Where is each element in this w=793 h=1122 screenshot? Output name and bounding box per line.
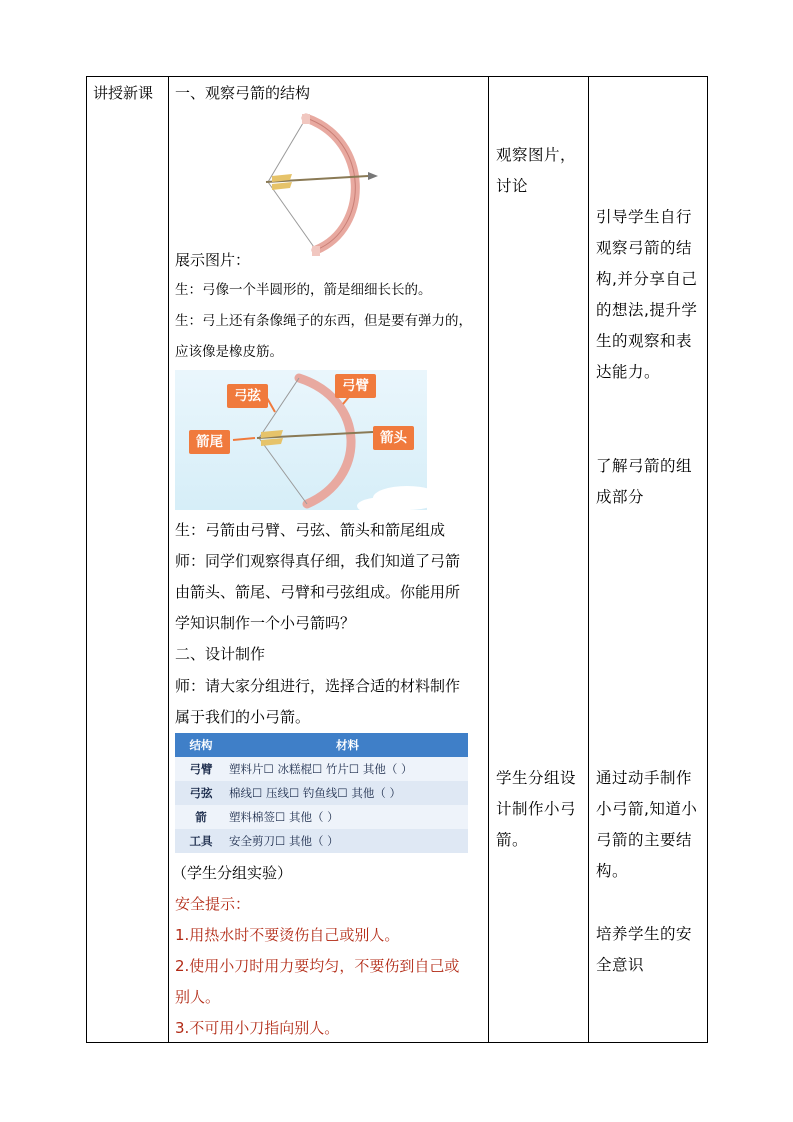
row-materials: 塑料片☐ 冰糕棍☐ 竹片☐ 其他（ ） (227, 757, 468, 781)
teacher-remark-1-line2: 由箭头、箭尾、弓臂和弓弦组成。你能用所 (175, 583, 461, 601)
row-structure: 箭 (175, 805, 227, 829)
student-activity-design: 学生分组设计制作小弓箭。 (496, 769, 577, 849)
teacher-remark-1-line3: 学知识制作一个小弓箭吗？ (175, 614, 356, 632)
labeled-bow-image (175, 370, 427, 510)
teacher-remark-2-line2: 属于我们的小弓箭。 (175, 708, 311, 726)
intent-make: 通过动手制作小弓箭,知道小弓箭的主要结构。 (596, 769, 698, 880)
materials-header-materials: 材料 (227, 733, 468, 757)
section-label: 讲授新课 (93, 84, 154, 102)
table-right-border (707, 76, 708, 1043)
table-top-border (86, 76, 708, 77)
table-row (175, 781, 468, 805)
label-bowstring: 弓弦 (227, 384, 268, 408)
col-divider-3 (588, 76, 589, 1043)
safety-tip-1: 1.用热水时不要烫伤自己或别人。 (175, 926, 400, 944)
label-arrow-head: 箭头 (373, 426, 414, 450)
table-left-border (86, 76, 87, 1043)
col-divider-2 (488, 76, 489, 1043)
student-remark-1: 生：弓像一个半圆形的，箭是细细长长的。 (175, 282, 432, 298)
student-remark-3: 生：弓箭由弓臂、弓弦、箭头和箭尾组成 (175, 521, 446, 539)
intent-observe: 引导学生自行观察弓箭的结构,并分享自己的想法,提升学生的观察和表达能力。 (596, 208, 698, 381)
materials-table-image (175, 733, 468, 857)
intent-components: 了解弓箭的组成部分 (596, 457, 693, 506)
table-row (175, 829, 468, 853)
label-arrow-tail: 箭尾 (189, 430, 230, 454)
safety-tip-2-line2: 别人。 (175, 988, 221, 1006)
heading-design-make: 二、设计制作 (175, 645, 266, 663)
safety-tip-3: 3.不可用小刀指向别人。 (175, 1019, 340, 1037)
student-activity-observe: 观察图片，讨论 (496, 146, 577, 195)
bow-arrow-image (258, 110, 378, 260)
row-materials: 安全剪刀☐ 其他（ ） (227, 829, 468, 853)
student-remark-2-line2: 应该像是橡皮筋。 (175, 344, 283, 360)
row-materials: 棉线☐ 压线☐ 钓鱼线☐ 其他（ ） (227, 781, 468, 805)
table-row (175, 757, 468, 781)
teacher-remark-2-line1: 师：请大家分组进行，选择合适的材料制作 (175, 677, 461, 695)
label-bow-arm: 弓臂 (335, 374, 376, 398)
col-divider-1 (168, 76, 169, 1043)
row-materials: 塑料棉签☐ 其他（ ） (227, 805, 468, 829)
intent-safety: 培养学生的安全意识 (596, 925, 693, 974)
student-remark-2-line1: 生：弓上还有条像绳子的东西，但是要有弹力的， (175, 313, 472, 329)
safety-title: 安全提示： (175, 895, 251, 913)
safety-tip-2-line1: 2.使用小刀时用力要均匀，不要伤到自己或 (175, 957, 460, 975)
materials-table (175, 733, 468, 853)
table-bottom-border (86, 1042, 708, 1043)
row-structure: 弓臂 (175, 757, 227, 781)
group-experiment-note: （学生分组实验） (172, 864, 293, 882)
row-structure: 工具 (175, 829, 227, 853)
table-row (175, 805, 468, 829)
show-picture-label: 展示图片： (175, 251, 251, 269)
row-structure: 弓弦 (175, 781, 227, 805)
materials-header-structure: 结构 (175, 733, 227, 757)
heading-observe-structure: 一、观察弓箭的结构 (175, 84, 311, 102)
teacher-remark-1-line1: 师：同学们观察得真仔细，我们知道了弓箭 (175, 552, 461, 570)
